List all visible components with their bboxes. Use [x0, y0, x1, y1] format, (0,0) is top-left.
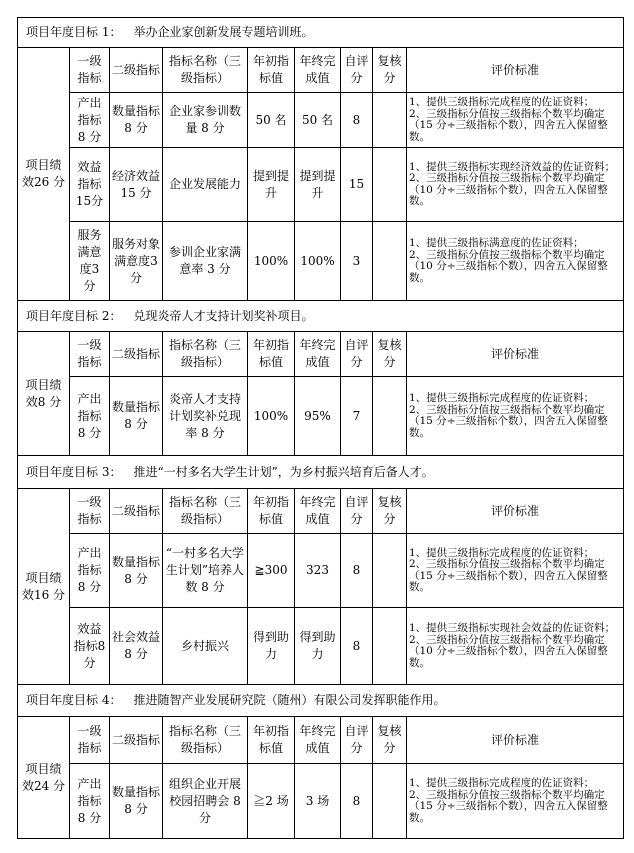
header-review-score: 复核分 [377, 724, 402, 755]
self-score-cell: 3 [352, 253, 361, 268]
table-rule [623, 488, 624, 685]
goal-label: 项目年度目标 1： [26, 25, 122, 39]
self-score-cell: 8 [352, 793, 361, 808]
review-score-cell [373, 222, 406, 300]
header-self-score: 自评分 [344, 338, 369, 369]
header-level1: 一级指标 [77, 724, 102, 755]
final-value-cell: 50 名 [301, 112, 334, 127]
goal-text: 兑现炎帝人才支持计划奖补项目。 [133, 308, 314, 323]
criteria-line: 1、提供三级指标实现经济效益的佐证资料； [409, 160, 616, 173]
goal-text: 举办企业家创新发展专题培训班。 [133, 25, 314, 39]
level1-cell: 产出指标 8 分 [77, 391, 102, 440]
final-value-cell: 323 [306, 563, 329, 577]
header-self-score: 自评分 [344, 724, 369, 755]
criteria-text [409, 238, 621, 284]
level2-cell: 数量指标8 分 [112, 785, 161, 816]
criteria-text [409, 97, 621, 143]
table-rule [623, 17, 624, 48]
performance-label: 项目绩效8 分 [25, 377, 62, 409]
final-value-cell: 100% [300, 253, 335, 268]
initial-value-cell: 得到助力 [252, 630, 289, 661]
performance-label: 项目绩效16 分 [21, 570, 66, 602]
header-final-value: 年终完成值 [299, 495, 336, 526]
criteria-line: 1、提供三级指标完成程度的佐证资料； [409, 96, 595, 108]
initial-value-cell: 50 名 [255, 112, 287, 127]
goal-row [26, 17, 313, 47]
level1-cell: 服务满意度3 分 [77, 228, 102, 293]
level2-cell: 服务对象满意度3 分 [112, 236, 161, 285]
indicator-name-cell: 乡村振兴 [180, 638, 229, 653]
header-self-score: 自评分 [344, 495, 369, 526]
header-review-score: 复核分 [377, 338, 402, 369]
header-criteria: 评价标准 [490, 503, 539, 518]
review-score-cell [373, 764, 406, 838]
self-score-cell: 7 [352, 408, 361, 423]
review-score-cell [373, 148, 406, 221]
table-rule [17, 300, 18, 332]
level2-cell: 数量指标8 分 [112, 104, 161, 135]
header-level1: 一级指标 [77, 338, 102, 369]
initial-value-cell: 提到提升 [252, 168, 289, 200]
criteria-cell [407, 93, 623, 147]
table-rule [17, 17, 18, 48]
criteria-text [409, 548, 621, 594]
self-score-cell: 8 [352, 563, 361, 577]
header-indicator-name: 指标名称（三级指标） [168, 338, 241, 369]
header-criteria: 评价标准 [490, 346, 539, 361]
header-level2: 二级指标 [112, 503, 161, 518]
performance-label: 项目绩效24 分 [21, 761, 66, 793]
header-review-score: 复核分 [377, 495, 402, 526]
criteria-line: 1、提供三级指标实现社会效益的佐证资料； [409, 622, 616, 634]
header-indicator-name: 指标名称（三级指标） [168, 724, 241, 755]
criteria-cell [407, 608, 623, 684]
self-score-cell: 8 [352, 112, 361, 127]
level1-cell: 产出指标 8 分 [77, 546, 102, 594]
table-rule [623, 331, 624, 456]
header-level2: 二级指标 [112, 346, 161, 361]
level1-cell: 效益指标 15分 [75, 160, 104, 208]
performance-label: 项目绩效26 分 [21, 158, 66, 189]
level2-cell: 数量指标8 分 [112, 400, 161, 431]
criteria-line: 2、三级指标分值按三级指标个数平均确定（15 分÷三级指标个数），四舍五入保留整数。 [409, 788, 608, 824]
level1-cell: 产出指标 8 分 [77, 95, 102, 144]
indicator-name-cell: “一村多名大学生计划”培养人数 8 分 [165, 546, 245, 594]
header-indicator-name: 指标名称（三级指标） [168, 54, 241, 85]
header-final-value: 年终完成值 [299, 338, 336, 369]
self-score-cell: 15 [348, 177, 365, 191]
goal-text: 推进“一村多名大学生计划”，为乡村振兴培育后备人才。 [133, 464, 434, 479]
goal-text: 推进随智产业发展研究院（随州）有限公司发挥职能作用。 [133, 693, 446, 707]
criteria-text [409, 778, 621, 824]
header-initial-value: 年初指标值 [252, 54, 289, 85]
indicator-name-cell: 参训企业家满意率 3 分 [168, 245, 241, 276]
level2-cell: 社会效益8 分 [112, 630, 161, 661]
level1-cell: 产出指标 8 分 [77, 776, 102, 825]
header-level1: 一级指标 [77, 54, 102, 85]
review-score-cell [373, 93, 406, 147]
review-score-cell [373, 377, 406, 455]
header-initial-value: 年初指标值 [252, 724, 289, 755]
header-final-value: 年终完成值 [299, 724, 336, 755]
criteria-line: 2、三级指标分值按三级指标个数平均确定（15 分÷三级指标个数），四舍五入保留整数。 [409, 403, 608, 439]
header-level1: 一级指标 [77, 495, 102, 526]
initial-value-cell: 100% [253, 408, 289, 423]
goal-label: 项目年度目标 3： [26, 464, 122, 479]
criteria-text [409, 162, 621, 208]
criteria-cell [407, 534, 623, 607]
level1-cell: 效益指标8 分 [73, 621, 106, 670]
table-rule [623, 716, 624, 839]
self-score-cell: 8 [352, 638, 361, 653]
final-value-cell: 3 场 [305, 793, 330, 808]
header-review-score: 复核分 [377, 54, 402, 85]
criteria-line: 1、提供三级指标完成程度的佐证资料； [409, 777, 595, 789]
table-rule [623, 47, 624, 301]
indicator-name-cell: 组织企业开展校园招聘会 8 分 [168, 776, 241, 825]
criteria-line: 1、提供三级指标满意度的佐证资料； [409, 237, 584, 249]
review-score-cell [373, 608, 406, 684]
criteria-line: 1、提供三级指标完成程度的佐证资料； [409, 546, 595, 559]
criteria-cell [407, 377, 623, 455]
header-initial-value: 年初指标值 [252, 495, 289, 526]
goal-row [26, 684, 445, 716]
criteria-cell [407, 148, 623, 221]
criteria-text [409, 623, 621, 669]
goal-label: 项目年度目标 2： [26, 308, 122, 323]
criteria-line: 2、三级指标分值按三级指标个数平均确定（15 分÷三级指标个数），四舍五入保留整数。 [409, 107, 608, 143]
initial-value-cell: 100% [253, 253, 289, 268]
criteria-line: 2、三级指标分值按三级指标个数平均确定（10 分÷三级指标个数），四舍五入保留整数。 [409, 172, 608, 207]
initial-value-cell: ≧300 [254, 563, 288, 577]
goal-label: 项目年度目标 4： [26, 693, 122, 707]
level2-cell: 数量指标8 分 [112, 554, 161, 586]
table-rule [623, 684, 624, 717]
goal-row [26, 300, 313, 331]
criteria-cell [407, 764, 623, 838]
final-value-cell: 提到提升 [299, 168, 336, 200]
table-rule [17, 455, 18, 489]
header-criteria: 评价标准 [490, 732, 539, 747]
indicator-name-cell: 企业发展能力 [168, 177, 241, 191]
final-value-cell: 得到助力 [299, 630, 336, 661]
header-initial-value: 年初指标值 [252, 338, 289, 369]
criteria-line: 2、三级指标分值按三级指标个数平均确定（15 分÷三级指标个数），四舍五入保留整数。 [409, 558, 608, 593]
indicator-name-cell: 炎帝人才支持计划奖补兑现率 8 分 [168, 391, 241, 440]
table-rule [623, 455, 624, 489]
criteria-line: 2、三级指标分值按三级指标个数平均确定（10 分÷三级指标个数），四舍五入保留整数。 [409, 633, 608, 669]
review-score-cell [373, 534, 406, 607]
header-criteria: 评价标准 [490, 62, 539, 77]
header-indicator-name: 指标名称（三级指标） [168, 495, 241, 526]
header-self-score: 自评分 [344, 54, 369, 85]
table-rule [623, 300, 624, 332]
goal-row [26, 455, 434, 488]
criteria-line: 1、提供三级指标完成程度的佐证资料； [409, 392, 595, 404]
level2-cell: 经济效益15 分 [112, 168, 161, 200]
final-value-cell: 95% [304, 408, 331, 423]
header-final-value: 年终完成值 [299, 54, 336, 85]
header-level2: 二级指标 [112, 732, 161, 747]
criteria-text [409, 393, 621, 439]
header-level2: 二级指标 [112, 62, 161, 77]
table-rule [17, 684, 18, 717]
criteria-line: 2、三级指标分值按三级指标个数平均确定（10 分÷三级指标个数），四舍五入保留整数。 [409, 248, 608, 284]
indicator-name-cell: 企业家参训数量 8 分 [168, 104, 241, 135]
criteria-cell [407, 222, 623, 300]
initial-value-cell: ≧2 场 [253, 793, 289, 808]
